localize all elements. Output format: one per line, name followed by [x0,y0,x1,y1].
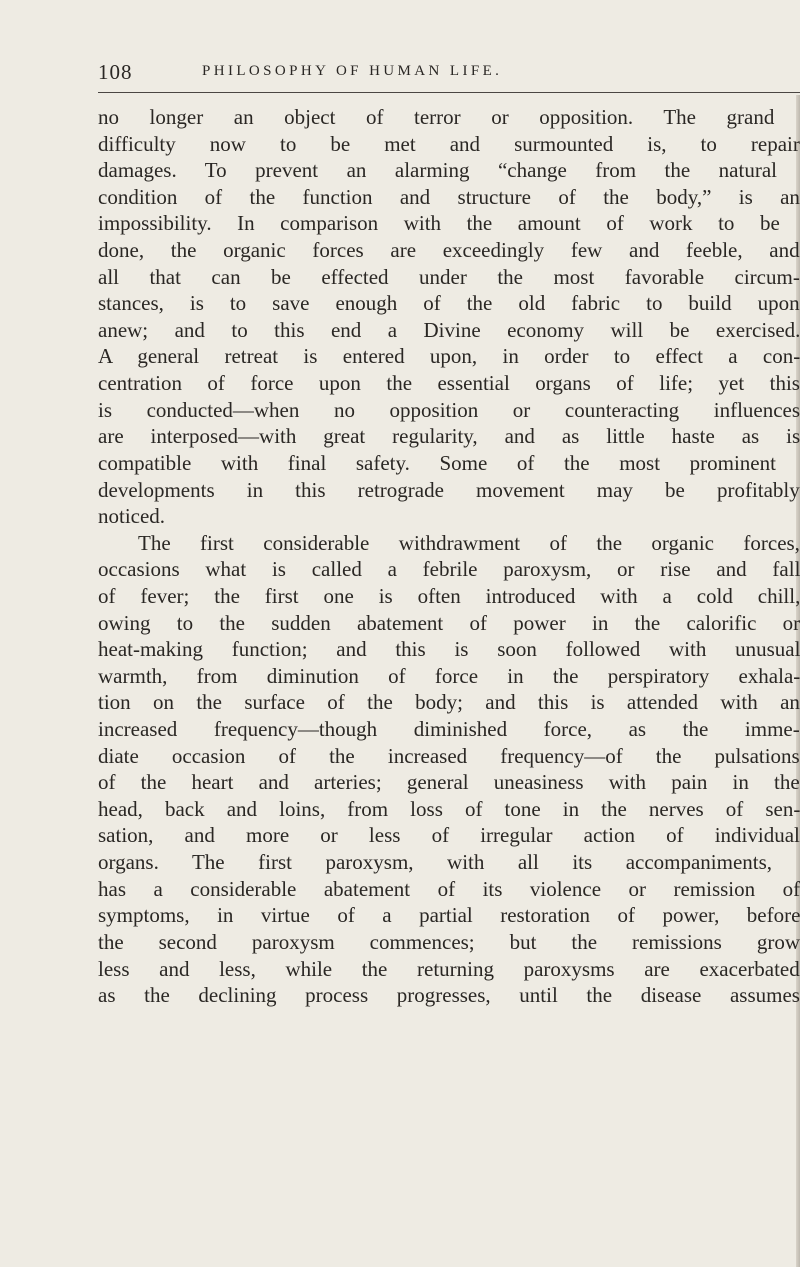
text-line: organs. The first paroxysm, with all its accompaniments, [98,850,773,875]
text-line: head, back and loins, from loss of tone in the nerves of sen- [98,796,800,821]
text-line: done, the organic forces are exceedingly few and feeble, and [98,238,800,263]
text-line: The first considerable withdrawment of the organic forces, [138,530,800,555]
text-line: less and less, while the returning paroxysms are exacerbated [98,956,800,981]
running-head [98,60,800,92]
text-line: no longer an object of terror or opposition. The grand [98,105,775,129]
text-line: stances, is to save enough of the old fabric to build upon [98,291,800,316]
text-line: damages. To prevent an alarming “change from the natural [98,158,777,183]
text-line: is conducted—when no opposition or counteracting influences [98,397,800,422]
text-line: compatible with final safety. Some of the most prominent [98,450,776,475]
text-line: warmth, from diminution of force in the perspiratory exhala- [98,663,800,688]
text-line: A general retreat is entered upon, in order to effect a con- [98,344,800,369]
running-head-title: PHILOSOPHY OF HUMAN LIFE. [202,63,503,79]
text-line: developments in this retrograde movement may be profitably [98,477,800,502]
text-line: of the heart and arteries; general uneasiness with pain in the [98,770,800,795]
text-line: has a considerable abatement of its violence or remission of [98,876,800,901]
body-text [98,104,800,1009]
text-line: all that can be effected under the most favorable circum- [98,264,800,289]
text-line: of fever; the first one is often introduced with a cold chill, [98,583,800,608]
text-line: anew; and to this end a Divine economy will be exercised. [98,317,800,342]
text-line: the second paroxysm commences; but the remissions grow [98,929,800,954]
text-line: occasions what is called a febrile paroxysm, or rise and fall [98,557,800,582]
text-line: condition of the function and structure of the body,” is an [98,184,800,209]
text-line: sation, and more or less of irregular action of individual [98,823,800,848]
text-line: are interposed—with great regularity, and as little haste as is [98,424,800,449]
text-line: heat-making function; and this is soon followed with unusual [98,637,800,662]
text-line: owing to the sudden abatement of power in the calorific or [98,610,800,635]
text-line: noticed. [98,504,166,529]
header-rule [98,92,800,93]
text-line: centration of force upon the essential organs of life; yet this [98,371,800,396]
text-line: increased frequency—though diminished force, as the imme- [98,717,800,742]
text-line: as the declining process progresses, until the disease assumes [98,983,800,1008]
text-line: symptoms, in virtue of a partial restoration of power, before [98,903,800,928]
text-line: impossibility. In comparison with the amount of work to be [98,211,780,236]
page-number: 108 [98,60,133,84]
text-line: tion on the surface of the body; and this is attended with an [98,690,800,715]
text-line: difficulty now to be met and surmounted is, to repair [98,131,800,156]
text-line: diate occasion of the increased frequency—of the pulsations [98,743,800,768]
